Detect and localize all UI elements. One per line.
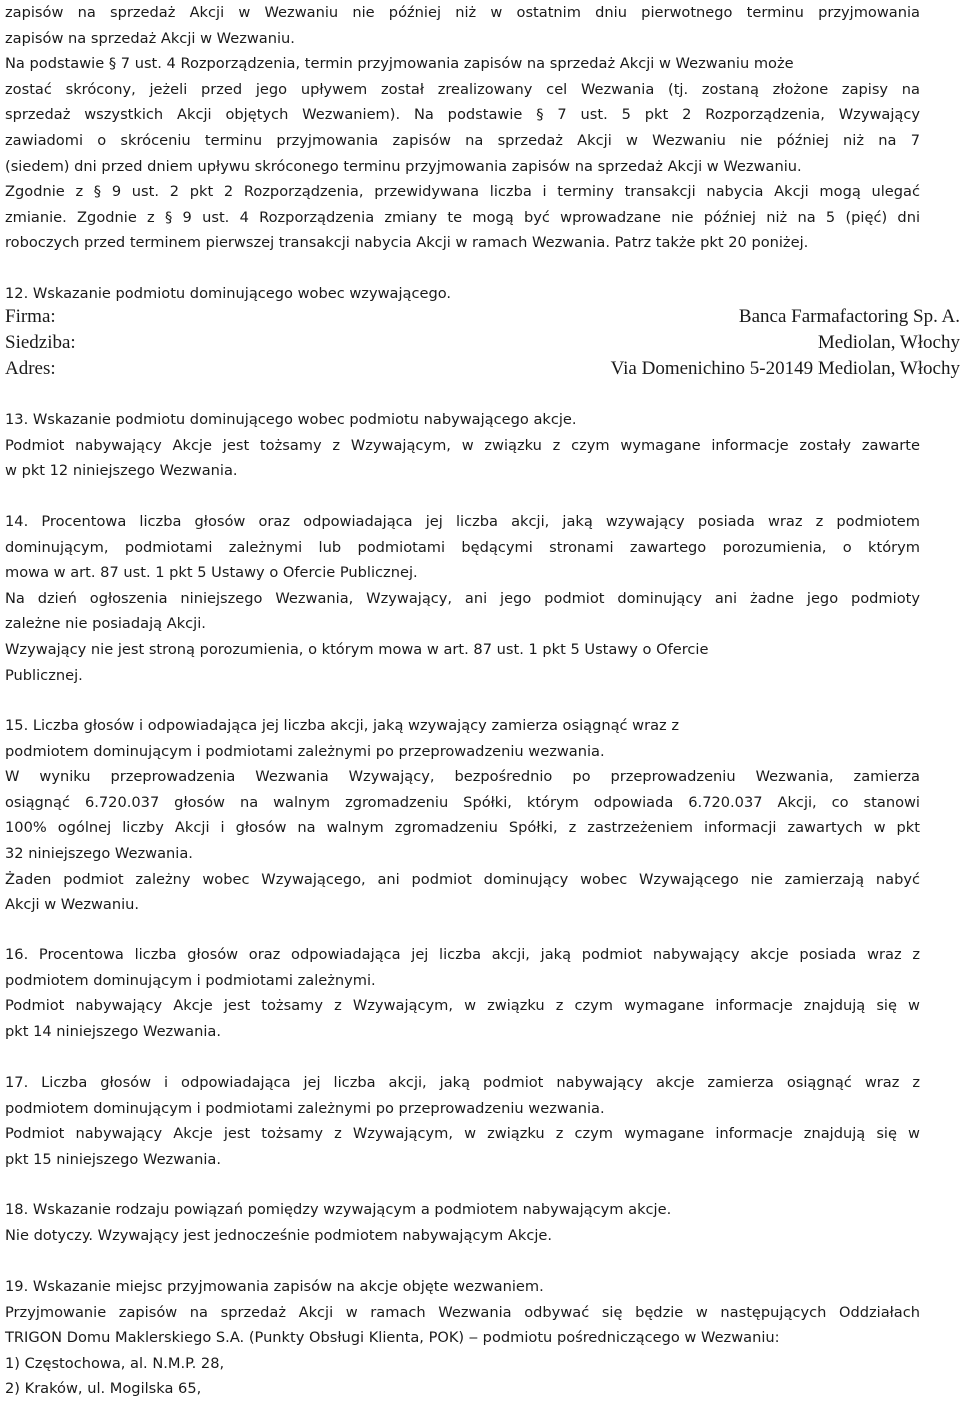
- section-15: [5, 713, 920, 918]
- detail-label: Siedziba:: [5, 332, 76, 353]
- section-19: [5, 1274, 920, 1402]
- text-line: W wyniku przeprowadzenia Wezwania Wzywający, bezpośrednio po przeprowadzeniu Wezwania, zamierza: [5, 768, 920, 786]
- section-heading: podmiotem dominującym i podmiotami zależnymi po przeprowadzeniu wezwania.: [5, 1099, 605, 1117]
- section-heading: 16. Procentowa liczba głosów oraz odpowiadająca jej liczba akcji, jaką podmiot nabywający akcje posiada wraz z: [5, 946, 920, 963]
- text-line: Na podstawie § 7 ust. 4 Rozporządzenia, termin przyjmowania zapisów na sprzedaż Akcji w Wezwaniu może: [5, 55, 794, 73]
- text-line: sprzedaż wszystkich Akcji objętych Wezwaniem). Na podstawie § 7 ust. 5 pkt 2 Rozporządzenia, Wzywający: [5, 106, 920, 124]
- document-page: [5, 0, 920, 256]
- section-heading: 15. Liczba głosów i odpowiadająca jej liczba akcji, jaką wzywający zamierza osiągnąć wraz z: [5, 717, 680, 734]
- entity-details: [5, 304, 960, 382]
- text-line: roboczych przed terminem pierwszej transakcji nabycia Akcji w ramach Wezwania. Patrz także pkt 20 poniżej.: [5, 234, 809, 252]
- text-line: Zgodnie z § 9 ust. 2 pkt 2 Rozporządzenia, przewidywana liczba i terminy transakcji nabycia Akcji mogą ulegać: [5, 183, 920, 201]
- text-line: mowa w art. 87 ust. 1 pkt 5 Ustawy o Ofercie Publicznej.: [5, 564, 418, 582]
- detail-row-firma: [5, 304, 960, 330]
- text-line: zostać skrócony, jeżeli przed jego upływem został zrealizowany cel Wezwania (tj. zostaną złożone zapisy na: [5, 80, 920, 98]
- text-line: Wzywający nie jest stroną porozumienia, o którym mowa w art. 87 ust. 1 pkt 5 Ustawy o Ofercie: [5, 640, 709, 658]
- text-line: zależne nie posiadają Akcji.: [5, 615, 206, 633]
- text-line: Podmiot nabywający Akcje jest tożsamy z Wzywającym, w związku z czym wymagane informacje znajdują się w: [5, 997, 920, 1015]
- text-line: (siedem) dni przed dniem upływu skróconego terminu przyjmowania zapisów na sprzedaż Akcji w Wezwaniu.: [5, 157, 802, 175]
- text-line: osiągnąć 6.720.037 głosów na walnym zgromadzeniu Spółki, którym odpowiada 6.720.037 Akcji, co stanowi: [5, 793, 920, 811]
- intro-paragraph: [5, 0, 920, 256]
- section-heading: 12. Wskazanie podmiotu dominującego wobec wzywającego.: [5, 285, 452, 302]
- section-18: [5, 1197, 920, 1248]
- text-line: TRIGON Domu Maklerskiego S.A. (Punkty Obsługi Klienta, POK) ‒ podmiotu pośredniczącego w Wezwaniu:: [5, 1329, 780, 1347]
- text-line: 32 niniejszego Wezwania.: [5, 844, 193, 862]
- text-line: dominującym, podmiotami zależnymi lub podmiotami będącymi stronami zawartego porozumienia, o którym: [5, 538, 920, 556]
- section-17: [5, 1070, 920, 1172]
- text-line: zmianie. Zgodnie z § 9 ust. 4 Rozporządzenia zmiany te mogą być wprowadzane nie później niż na 5 (pięć) dni: [5, 208, 920, 226]
- detail-label: Firma:: [5, 306, 56, 327]
- list-item: 1) Częstochowa, al. N.M.P. 28,: [5, 1354, 225, 1372]
- section-heading: podmiotem dominującym i podmiotami zależnymi po przeprowadzeniu wezwania.: [5, 742, 605, 760]
- section-heading: 19. Wskazanie miejsc przyjmowania zapisów na akcje objęte wezwaniem.: [5, 1278, 544, 1295]
- section-heading: podmiotem dominującym i podmiotami zależnymi.: [5, 971, 376, 989]
- section-heading: 14. Procentowa liczba głosów oraz odpowiadająca jej liczba akcji, jaką wzywający posiada wraz z podmiotem: [5, 513, 920, 530]
- section-12: [5, 281, 920, 307]
- detail-row-siedziba: [5, 330, 960, 356]
- text-line: 100% ogólnej liczby Akcji i głosów na walnym zgromadzeniu Spółki, z zastrzeżeniem informacji zawartych w pkt: [5, 819, 920, 837]
- text-line: Żaden podmiot zależny wobec Wzywającego, ani podmiot dominujący wobec Wzywającego nie zamierzają nabyć: [5, 870, 920, 888]
- detail-value: Banca Farmafactoring Sp. A.: [738, 306, 960, 327]
- section-14: [5, 509, 920, 688]
- section-13: [5, 407, 920, 484]
- text-line: w pkt 12 niniejszego Wezwania.: [5, 462, 238, 480]
- section-heading: 17. Liczba głosów i odpowiadająca jej liczba akcji, jaką podmiot nabywający akcje zamierza osiągnąć wraz z: [5, 1074, 920, 1091]
- text-line: zapisów na sprzedaż Akcji w Wezwaniu.: [5, 29, 295, 47]
- list-item: 2) Kraków, ul. Mogilska 65,: [5, 1380, 202, 1398]
- text-line: Przyjmowanie zapisów na sprzedaż Akcji w ramach Wezwania odbywać się będzie w następujących Oddziałach: [5, 1303, 920, 1321]
- detail-label: Adres:: [5, 358, 56, 379]
- section-heading: 18. Wskazanie rodzaju powiązań pomiędzy wzywającym a podmiotem nabywającym akcje.: [5, 1201, 672, 1218]
- detail-value: Via Domenichino 5-20149 Mediolan, Włochy: [610, 358, 960, 379]
- text-line: Podmiot nabywający Akcje jest tożsamy z Wzywającym, w związku z czym wymagane informacje znajdują się w: [5, 1125, 920, 1143]
- detail-row-adres: [5, 356, 960, 382]
- section-16: [5, 942, 920, 1044]
- text-line: Na dzień ogłoszenia niniejszego Wezwania, Wzywający, ani jego podmiot dominujący ani żadne jego podmioty: [5, 589, 920, 607]
- text-line: pkt 14 niniejszego Wezwania.: [5, 1022, 221, 1040]
- text-line: zawiadomi o skróceniu terminu przyjmowania zapisów na sprzedaż Akcji w Wezwaniu nie później niż na 7: [5, 131, 920, 149]
- section-heading: 13. Wskazanie podmiotu dominującego wobec podmiotu nabywającego akcje.: [5, 411, 577, 428]
- text-line: Podmiot nabywający Akcje jest tożsamy z Wzywającym, w związku z czym wymagane informacje zostały zawarte: [5, 436, 920, 454]
- detail-value: Mediolan, Włochy: [817, 332, 960, 353]
- text-line: zapisów na sprzedaż Akcji w Wezwaniu nie później niż w ostatnim dniu pierwotnego terminu przyjmowania: [5, 4, 920, 21]
- text-line: pkt 15 niniejszego Wezwania.: [5, 1150, 221, 1168]
- text-line: Nie dotyczy. Wzywający jest jednocześnie podmiotem nabywającym Akcje.: [5, 1226, 553, 1244]
- text-line: Publicznej.: [5, 666, 83, 684]
- text-line: Akcji w Wezwaniu.: [5, 896, 140, 914]
